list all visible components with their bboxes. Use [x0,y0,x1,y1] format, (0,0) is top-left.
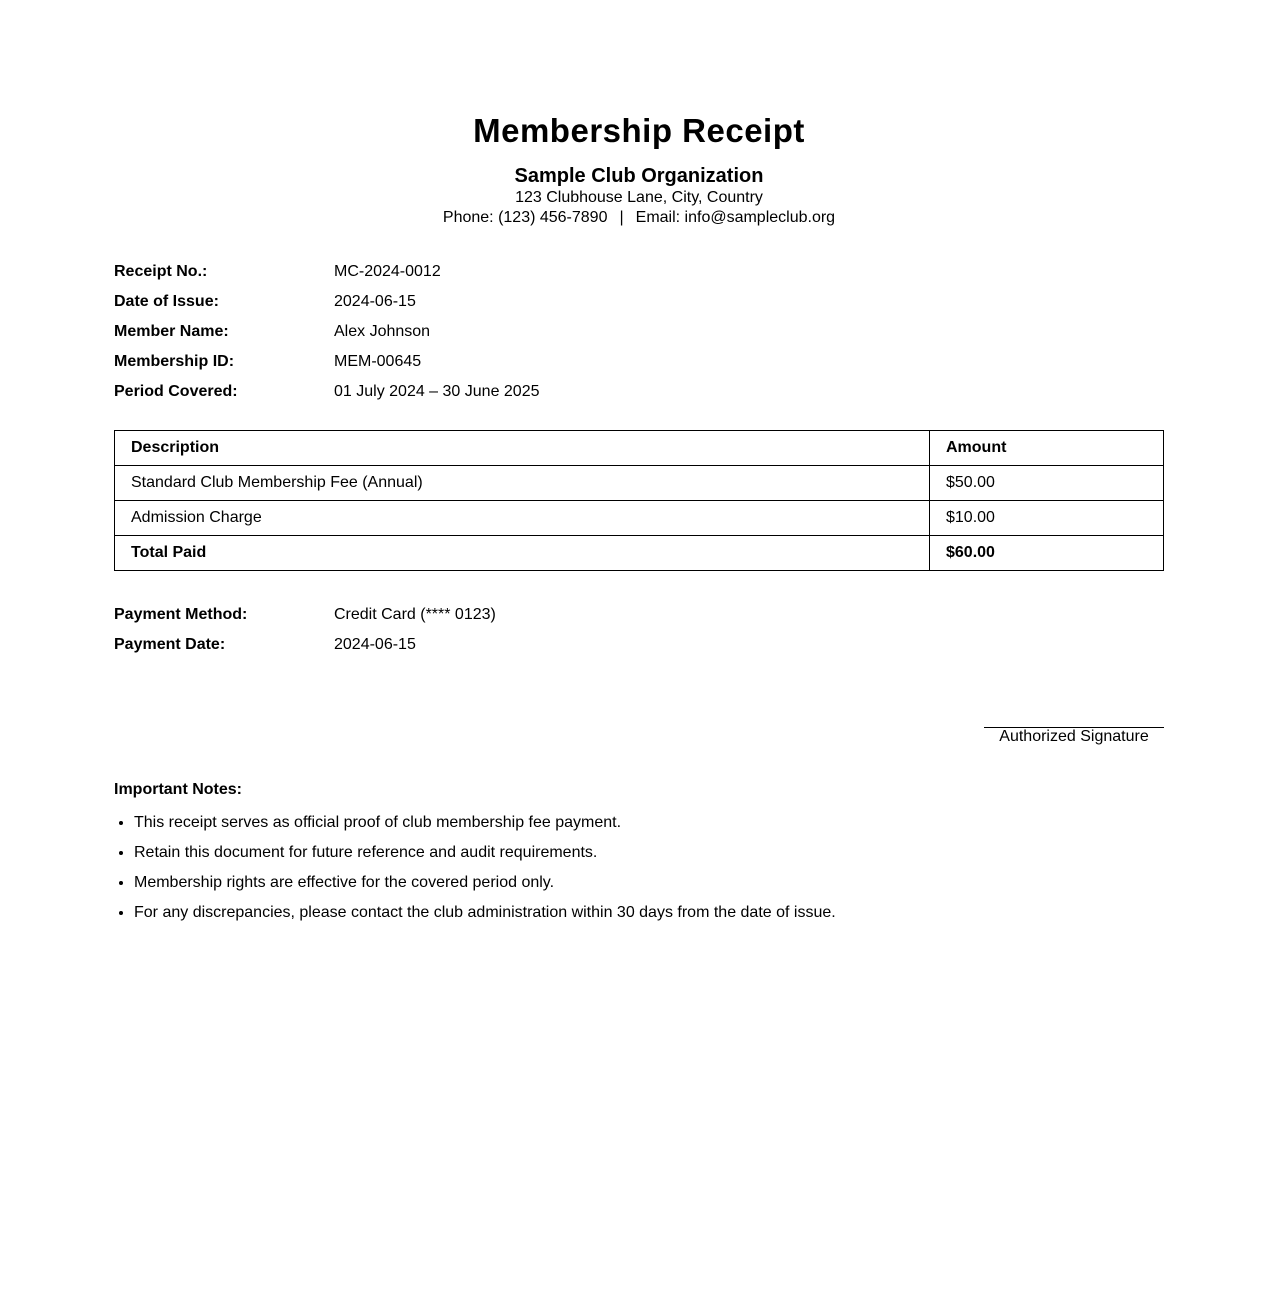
membership-id-row [114,347,1164,377]
organization-header [114,164,1164,228]
row-amount: $10.00 [930,501,1164,536]
row-description: Standard Club Membership Fee (Annual) [115,466,930,501]
amount-header: Amount [930,431,1164,466]
info-label: Payment Method: [114,606,248,623]
list-item: • Retain this document for future reference and audit requirements. [134,843,836,873]
info-value: MEM-00645 [334,353,422,370]
list-item: • For any discrepancies, please contact the club administration within 30 days from the date of issue. [134,903,836,933]
info-value: 01 July 2024 – 30 June 2025 [334,383,540,400]
info-value: MC-2024-0012 [334,263,441,280]
info-label: Receipt No.: [114,263,208,280]
info-label: Membership ID: [114,353,235,370]
info-label: Date of Issue: [114,293,219,310]
issue-date-row [114,287,1164,317]
receipt-info [114,257,1164,407]
notes-title: Important Notes: [114,781,242,798]
total-row [115,536,1164,571]
list-item: • This receipt serves as official proof of club membership fee payment. [134,813,836,843]
page-title: Membership Receipt [473,112,805,149]
organization-contact [114,208,1164,228]
notes-list [114,813,836,933]
payment-date-row [114,630,1164,660]
period-covered-row [114,377,1164,407]
info-label: Payment Date: [114,636,226,653]
list-item: • Membership rights are effective for the covered period only. [134,873,836,903]
organization-address: 123 Clubhouse Lane, City, Country [515,189,763,206]
info-label: Period Covered: [114,383,238,400]
total-label: Total Paid [115,536,930,571]
total-amount: $60.00 [930,536,1164,571]
fee-table [114,430,1164,571]
payment-info [114,600,1164,660]
info-value: Alex Johnson [334,323,431,340]
info-value: 2024-06-15 [334,636,416,653]
payment-method-row [114,600,1164,630]
table-row [115,501,1164,536]
table-header-row [115,431,1164,466]
info-value: 2024-06-15 [334,293,416,310]
row-description: Admission Charge [115,501,930,536]
organization-name: Sample Club Organization [514,165,764,187]
row-amount: $50.00 [930,466,1164,501]
member-name-row [114,317,1164,347]
organization-phone: Phone: (123) 456-7890 [442,209,608,226]
table-row [115,466,1164,501]
organization-email: Email: info@sampleclub.org [635,209,836,226]
authorized-signature: Authorized Signature [984,727,1164,746]
receipt-number-row [114,257,1164,287]
description-header: Description [115,431,930,466]
contact-separator: | [619,209,624,226]
info-value: Credit Card (**** 0123) [334,606,496,623]
info-label: Member Name: [114,323,229,340]
